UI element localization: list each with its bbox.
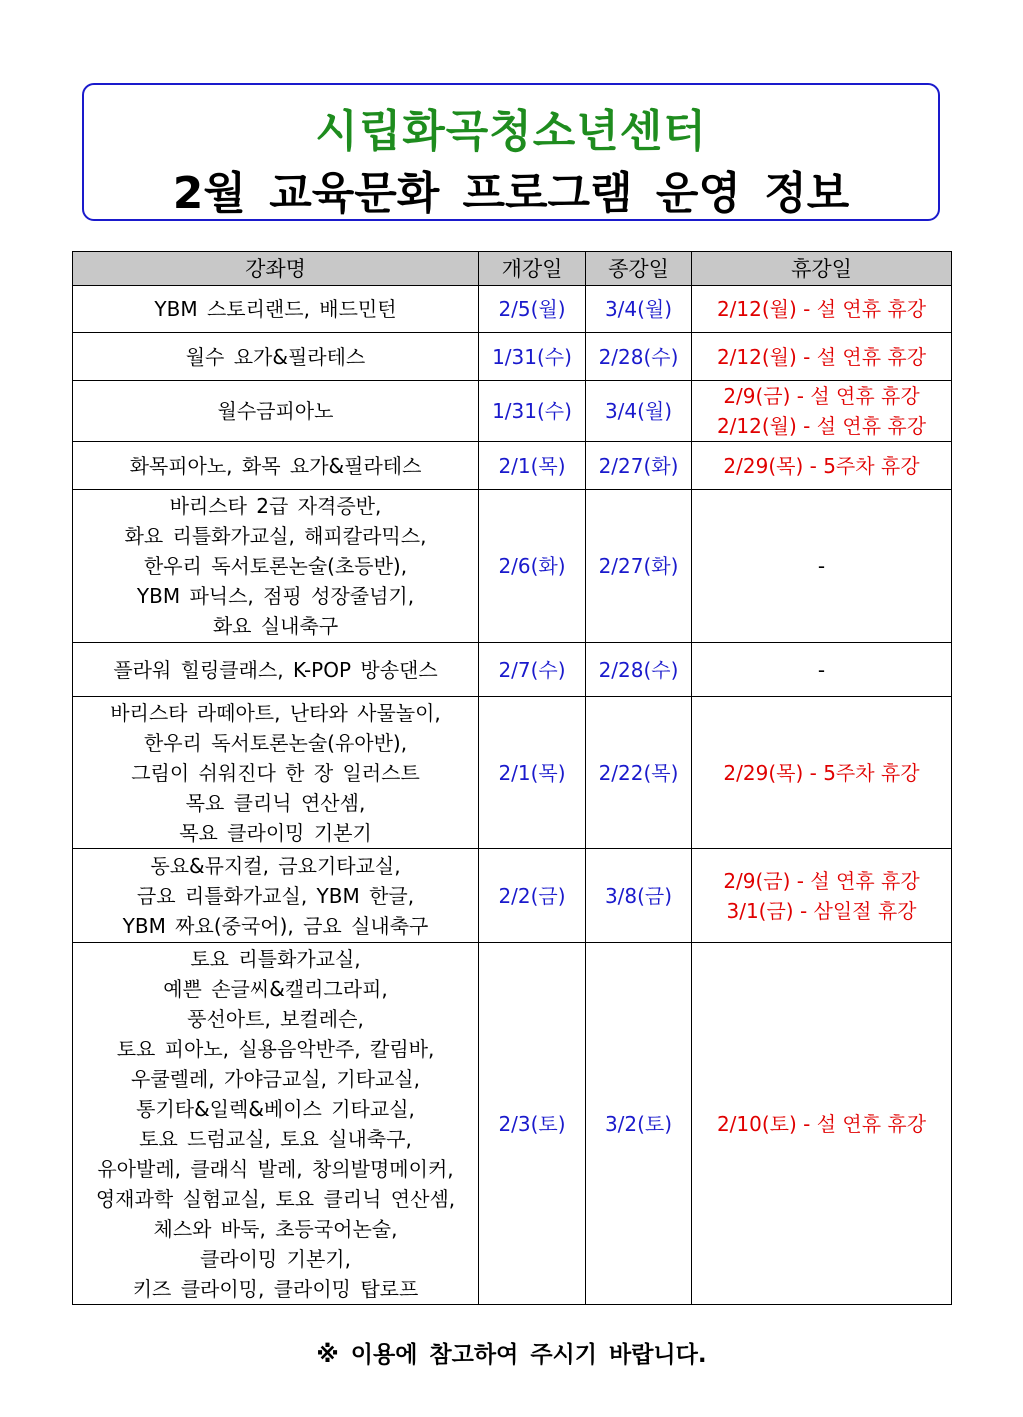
course-name: 예쁜 손글씨&캘리그라피,	[163, 976, 388, 1001]
course-name: 목요 클리닉 연산셈,	[185, 790, 366, 815]
course-name: 바리스타 라떼아트, 난타와 사물놀이,	[110, 700, 441, 725]
holiday-entry: 3/1(금) - 삼일절 휴강	[726, 898, 917, 923]
end-date-cell: 3/2(토)	[586, 943, 692, 1305]
program-schedule-table	[72, 251, 952, 1305]
course-name: 한우리 독서토론논술(유아반),	[143, 730, 408, 755]
end-date-cell: 3/4(월)	[586, 381, 692, 442]
header-end: 종강일	[586, 252, 692, 286]
course-name: 동요&뮤지컬, 금요기타교실,	[150, 853, 401, 878]
course-name: 체스와 바둑, 초등국어논술,	[153, 1216, 398, 1241]
holiday-entry: 2/10(토) - 설 연휴 휴강	[716, 1111, 927, 1136]
start-date-cell: 2/7(수)	[479, 643, 586, 697]
start-date-cell: 2/5(월)	[479, 286, 586, 333]
table-row	[73, 333, 952, 381]
course-name: 통기타&일렉&베이스 기타교실,	[136, 1096, 415, 1121]
course-name: 클라이밍 기본기,	[200, 1246, 351, 1271]
header-course: 강좌명	[73, 252, 479, 286]
course-cell	[73, 490, 479, 643]
course-name: 한우리 독서토론논술(초등반),	[143, 554, 408, 578]
holiday-entry: 2/12(월) - 설 연휴 휴강	[716, 414, 927, 438]
course-cell	[73, 643, 479, 697]
table-header-row	[73, 252, 952, 286]
end-date-cell: 3/8(금)	[586, 849, 692, 943]
course-name: 그림이 쉬워진다 한 장 일러스트	[131, 760, 420, 785]
holiday-cell	[692, 286, 952, 333]
course-name: 화요 리틀화가교실, 해피칼라믹스,	[124, 524, 427, 548]
holiday-entry: -	[817, 554, 826, 578]
course-name: 플라워 힐링클래스, K-POP 방송댄스	[113, 657, 438, 682]
table-row	[73, 286, 952, 333]
organization-title: 시립화곡청소년센터	[315, 106, 707, 157]
header-holiday: 휴강일	[692, 252, 952, 286]
title-box	[82, 83, 940, 221]
course-cell	[73, 697, 479, 849]
holiday-cell	[692, 643, 952, 697]
course-name: 토요 리틀화가교실,	[190, 946, 361, 971]
start-date-cell: 1/31(수)	[479, 381, 586, 442]
table-row	[73, 381, 952, 442]
start-date-cell: 2/2(금)	[479, 849, 586, 943]
course-name: YBM 짜요(중국어), 금요 실내축구	[122, 913, 429, 938]
course-cell	[73, 286, 479, 333]
start-date-cell: 2/1(목)	[479, 697, 586, 849]
holiday-entry: 2/12(월) - 설 연휴 휴강	[716, 344, 927, 369]
course-name: 우쿨렐레, 가야금교실, 기타교실,	[131, 1066, 420, 1091]
end-date-cell: 2/28(수)	[586, 333, 692, 381]
end-date-cell: 3/4(월)	[586, 286, 692, 333]
course-cell	[73, 849, 479, 943]
holiday-entry: 2/9(금) - 설 연휴 휴강	[723, 868, 920, 893]
course-name: 키즈 클라이밍, 클라이밍 탑로프	[132, 1276, 419, 1301]
course-name: 바리스타 2급 자격증반,	[169, 494, 382, 518]
table-row	[73, 697, 952, 849]
course-name: 화요 실내축구	[212, 614, 339, 638]
end-date-cell: 2/27(화)	[586, 490, 692, 643]
course-name: 화목피아노, 화목 요가&필라테스	[129, 453, 422, 478]
table-row	[73, 849, 952, 943]
holiday-entry: 2/29(목) - 5주차 휴강	[723, 453, 920, 478]
holiday-entry: 2/9(금) - 설 연휴 휴강	[723, 384, 920, 408]
course-name: 금요 리틀화가교실, YBM 한글,	[136, 883, 415, 908]
end-date-cell: 2/28(수)	[586, 643, 692, 697]
course-name: 영재과학 실험교실, 토요 클리닉 연산셈,	[95, 1186, 456, 1211]
course-name: 월수 요가&필라테스	[185, 344, 366, 369]
course-name: 유아발레, 클래식 발레, 창의발명메이커,	[97, 1156, 454, 1181]
holiday-cell	[692, 849, 952, 943]
holiday-cell	[692, 442, 952, 490]
footer-note: ※ 이용에 참고하여 주시기 바랍니다.	[316, 1342, 707, 1368]
course-cell	[73, 943, 479, 1305]
course-name: 월수금피아노	[217, 399, 334, 423]
table-row	[73, 643, 952, 697]
start-date-cell: 2/1(목)	[479, 442, 586, 490]
course-cell	[73, 381, 479, 442]
end-date-cell: 2/27(화)	[586, 442, 692, 490]
start-date-cell: 1/31(수)	[479, 333, 586, 381]
holiday-cell	[692, 943, 952, 1305]
end-date-cell: 2/22(목)	[586, 697, 692, 849]
course-cell	[73, 333, 479, 381]
holiday-cell	[692, 333, 952, 381]
course-name: 토요 드럼교실, 토요 실내축구,	[139, 1126, 412, 1151]
holiday-cell	[692, 697, 952, 849]
course-cell	[73, 442, 479, 490]
holiday-entry: -	[817, 657, 826, 682]
start-date-cell: 2/6(화)	[479, 490, 586, 643]
holiday-entry: 2/12(월) - 설 연휴 휴강	[716, 297, 927, 321]
course-name: 목요 클라이밍 기본기	[179, 820, 372, 845]
course-name: 풍선아트, 보컬레슨,	[187, 1006, 364, 1031]
course-name: YBM 파닉스, 점핑 성장줄넘기,	[136, 584, 415, 608]
course-name: YBM 스토리랜드, 배드민턴	[154, 297, 397, 321]
table-row	[73, 442, 952, 490]
start-date-cell: 2/3(토)	[479, 943, 586, 1305]
table-row	[73, 943, 952, 1305]
page-title: 2월 교육문화 프로그램 운영 정보	[172, 168, 850, 219]
header-start: 개강일	[479, 252, 586, 286]
holiday-entry: 2/29(목) - 5주차 휴강	[723, 760, 920, 785]
table-row	[73, 490, 952, 643]
holiday-cell	[692, 490, 952, 643]
holiday-cell	[692, 381, 952, 442]
course-name: 토요 피아노, 실용음악반주, 칼림바,	[116, 1036, 435, 1061]
